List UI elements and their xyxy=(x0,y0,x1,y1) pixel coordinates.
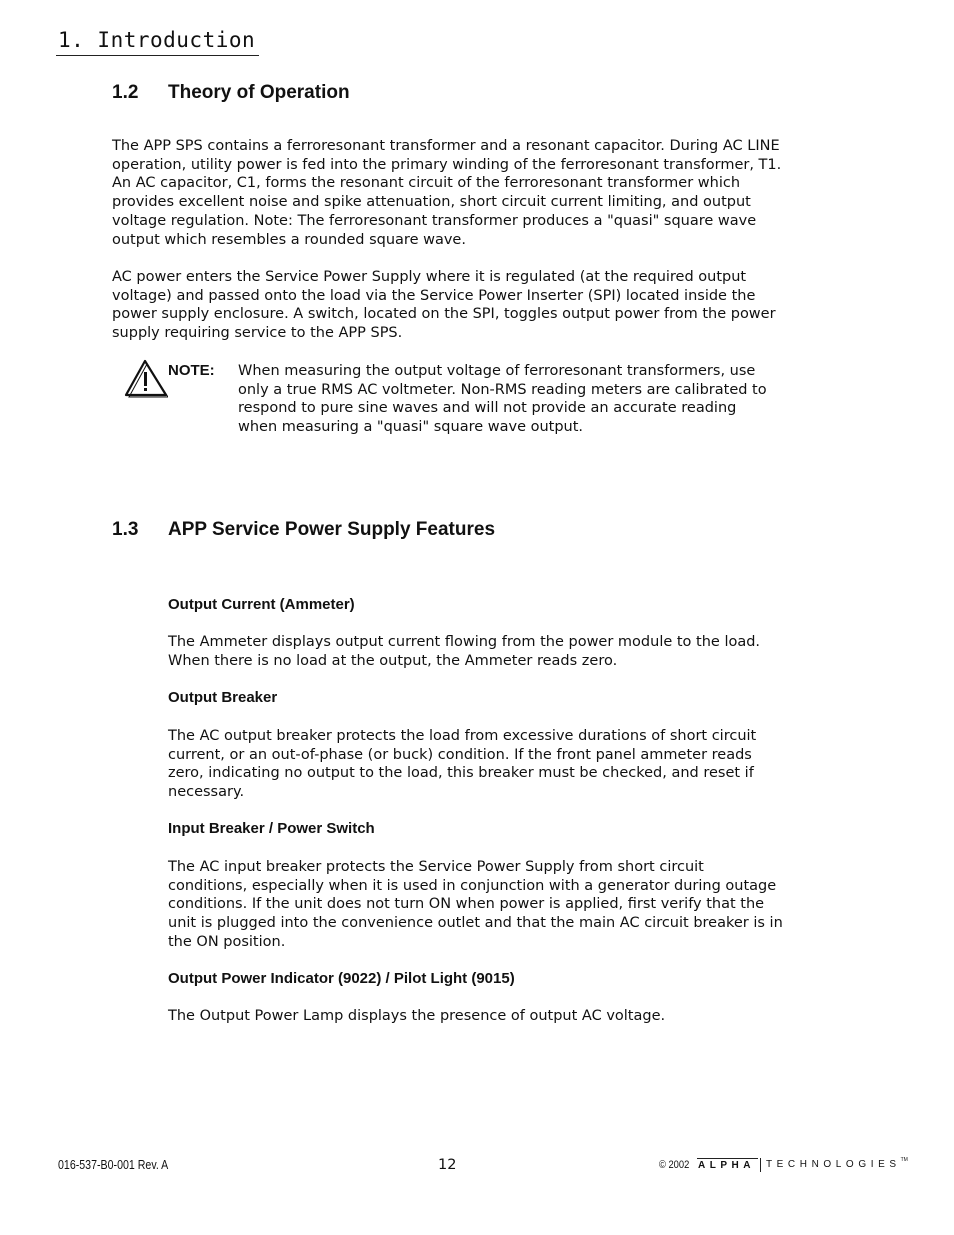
feature-text-ammeter: The Ammeter displays output current flowing from the power module to the load. When there is no load at the output, the Ammeter reads zero. xyxy=(168,634,761,669)
section-heading-1-3 xyxy=(112,519,495,541)
page-number: 12 xyxy=(438,1157,457,1173)
feature-text-output-breaker: The AC output breaker protects the load from excessive durations of short circuit current, or an out-of-phase (or buck) condition. If the front panel ammeter reads zero, indicating no output to the load, this breaker must be checked, and reset if necessary. xyxy=(168,728,757,801)
chapter-title: 1. Introduction xyxy=(56,28,259,56)
brand-technologies: TECHNOLOGIES xyxy=(765,1159,901,1170)
section-number: 1.3 xyxy=(112,519,139,540)
feature-text-output-power-indicator: The Output Power Lamp displays the presence of output AC voltage. xyxy=(168,1008,666,1024)
brand-footer xyxy=(659,1158,908,1172)
section-heading-1-2 xyxy=(112,82,350,104)
document-number: 016-537-B0-001 Rev. A xyxy=(58,1158,169,1172)
feature-heading-input-breaker: Input Breaker / Power Switch xyxy=(168,820,375,837)
feature-heading-output-breaker: Output Breaker xyxy=(168,689,278,706)
brand-divider xyxy=(760,1158,761,1172)
paragraph-theory-1: The APP SPS contains a ferroresonant transformer and a resonant capacitor. During AC LINE operation, utility power is fed into the primary winding of the ferroresonant transformer, T1. An AC capacitor, C1, forms the resonant circuit of the ferroresonant transformer which provides excellent noise and spike attenuation, short circuit current limiting, and output voltage regulation. Note: The ferroresonant transformer produces a "quasi" square wave output which resembles a rounded square wave. xyxy=(112,138,782,248)
section-title: Theory of Operation xyxy=(168,82,350,103)
note-text: When measuring the output voltage of ferroresonant transformers, use only a true RMS AC voltmeter. Non-RMS reading meters are calibrated to respond to pure sine waves and will not provide an accurate reading when measuring a "quasi" square wave output. xyxy=(238,363,767,436)
note-label: NOTE: xyxy=(168,362,215,379)
copyright-text: © 2002 xyxy=(659,1159,690,1171)
section-title: APP Service Power Supply Features xyxy=(168,519,496,540)
feature-heading-output-power-indicator: Output Power Indicator (9022) / Pilot Light (9015) xyxy=(168,970,515,987)
feature-text-input-breaker: The AC input breaker protects the Service Power Supply from short circuit conditions, especially when it is used in conjunction with a generator during outage conditions. If the unit does not turn ON when power is applied, first verify that the unit is plugged into the convenience outlet and that the main AC circuit breaker is in the ON position. xyxy=(168,859,783,950)
feature-heading-ammeter: Output Current (Ammeter) xyxy=(168,596,355,613)
section-number: 1.2 xyxy=(112,82,139,103)
paragraph-theory-2: AC power enters the Service Power Supply where it is regulated (at the required output voltage) and passed onto the load via the Service Power Inserter (SPI) located inside the power supply enclosure. A switch, located on the SPI, toggles output power from the power supply requiring service to the APP SPS. xyxy=(112,269,776,342)
trademark-mark: TM xyxy=(900,1157,908,1163)
warning-triangle-icon xyxy=(124,358,168,398)
brand-alpha-logo: ALPHA xyxy=(697,1158,758,1172)
